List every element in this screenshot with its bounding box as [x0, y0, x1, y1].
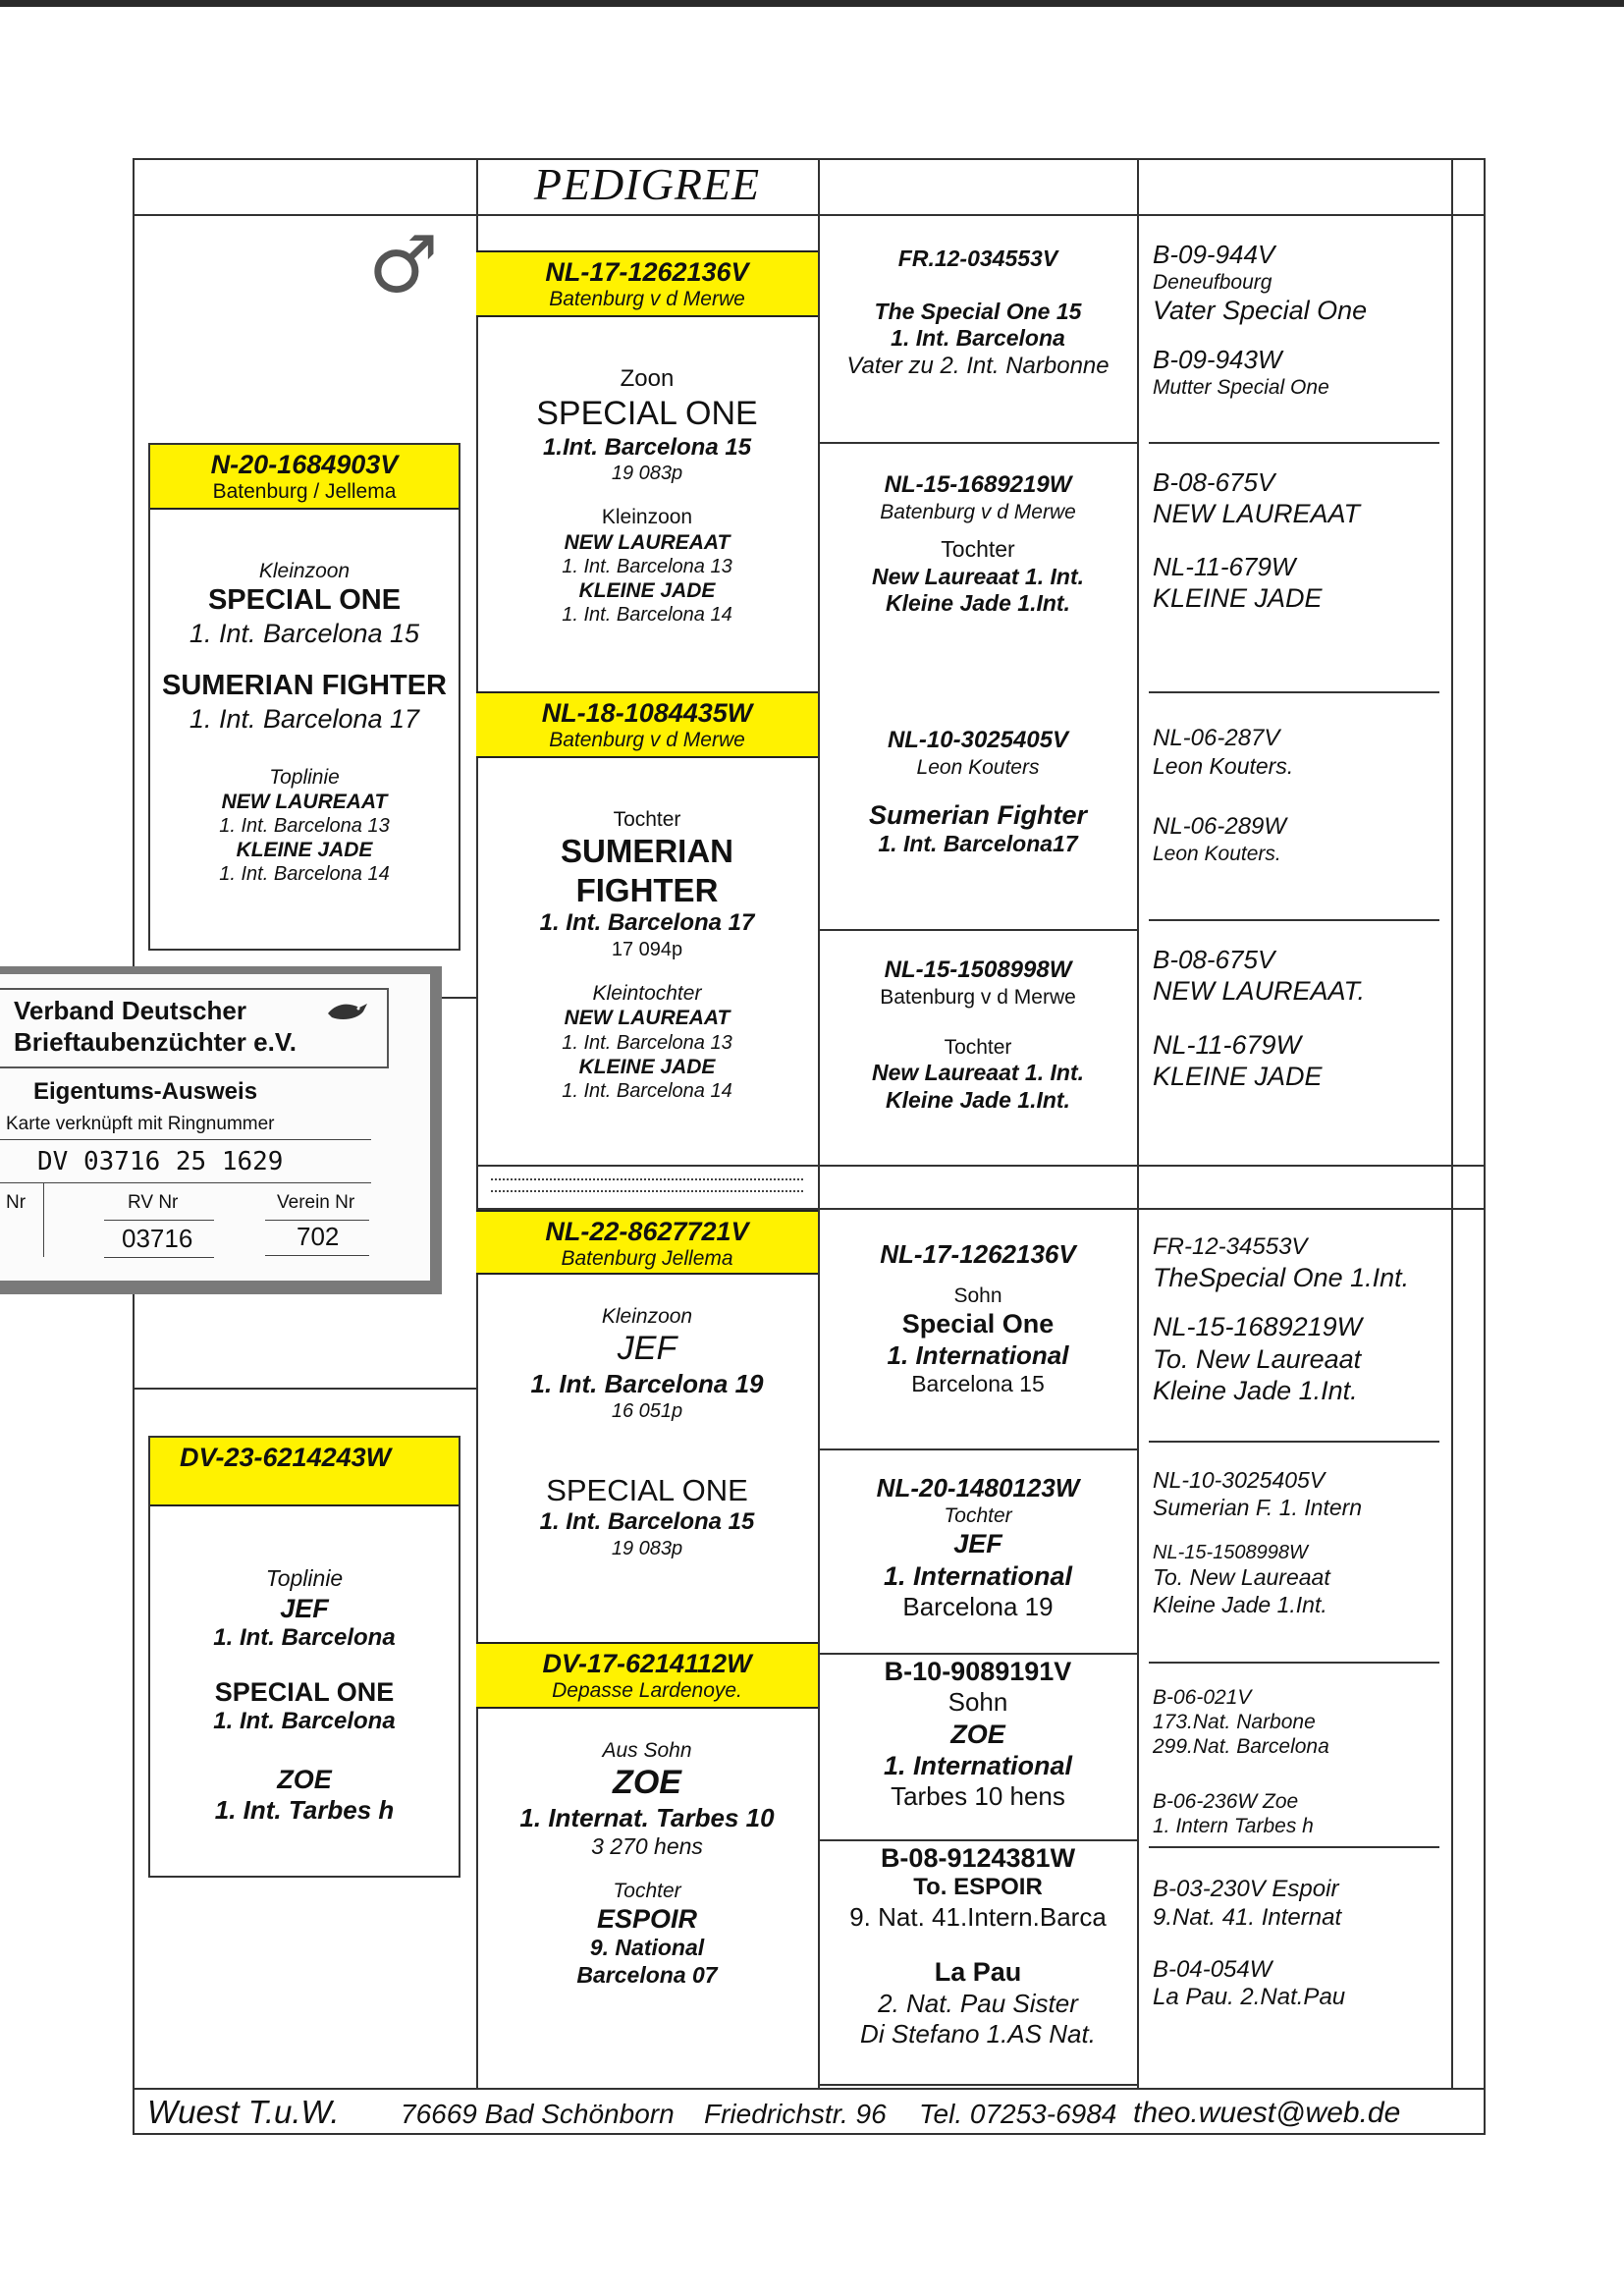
subject-card	[148, 443, 460, 951]
desc-line: 1. Int. Barcelona	[891, 325, 1065, 352]
verein-nr-value: 702	[297, 1222, 340, 1251]
parent-description	[476, 1304, 818, 1560]
grandparent-entry	[821, 246, 1135, 381]
desc-line: Leon Kouters.	[1153, 752, 1294, 779]
desc-line: 1. Int. Barcelona 14	[219, 863, 390, 886]
desc-line: Mutter Special One	[1153, 375, 1329, 399]
rv-nr-label: RV Nr	[128, 1192, 179, 1213]
desc-line: JEF	[953, 1529, 1002, 1559]
desc-line: ZOE	[277, 1764, 332, 1794]
breeder: Batenburg v d Merwe	[549, 729, 745, 751]
great-grandparent-entry	[1153, 1876, 1447, 2012]
ring-number-value: DV 03716 25 1629	[37, 1147, 284, 1176]
grandparent-entry	[821, 471, 1135, 618]
document-title: Eigentums-Ausweis	[33, 1078, 258, 1105]
desc-line: SPECIAL ONE	[214, 1676, 395, 1707]
desc-line: 1. Int. Barcelona17	[878, 831, 1078, 857]
desc-line: KLEINE JADE	[578, 578, 716, 602]
desc-line: 1. Int. Barcelona 13	[219, 814, 390, 837]
desc-line: The Special One 15	[874, 298, 1082, 324]
great-grandparent-entry	[1153, 1685, 1447, 1838]
grandparent-entry	[821, 1239, 1135, 1398]
desc-line: 173.Nat. Narbone	[1153, 1711, 1316, 1734]
desc-line: FR-12-34553V	[1153, 1233, 1308, 1260]
desc-line: To. New Laureaat	[1153, 1564, 1330, 1591]
grandparent-entry	[821, 1473, 1135, 1622]
desc-line: B-03-230V Espoir	[1153, 1876, 1339, 1902]
desc-line: Barcelona 15	[911, 1370, 1045, 1396]
parent-ring-banner	[476, 691, 818, 758]
desc-line: B-04-054W	[1153, 1955, 1272, 1983]
desc-line: 1.Int. Barcelona 15	[542, 433, 752, 461]
rv-nr-value: 03716	[122, 1224, 193, 1253]
desc-line: Sumerian Fighter	[868, 799, 1088, 830]
desc-line: Vater Special One	[1153, 296, 1368, 326]
desc-line: B-06-021V	[1153, 1686, 1252, 1709]
linked-ring-text: Karte verknüpft mit Ringnummer	[6, 1114, 275, 1134]
grandparent-entry	[821, 1842, 1135, 2049]
owner-street: Friedrichstr. 96	[704, 2099, 887, 2129]
desc-line: SUMERIAN FIGHTER	[162, 670, 447, 702]
desc-line: Barcelona 19	[902, 1592, 1054, 1622]
desc-line: ZOE	[613, 1764, 681, 1802]
ring-number: NL-18-1084435W	[541, 698, 753, 728]
desc-line: 16 051p	[611, 1400, 683, 1423]
desc-line: 1. Int. Barcelona 13	[562, 1031, 732, 1054]
desc-line: Sohn	[947, 1687, 1008, 1718]
desc-line: 299.Nat. Barcelona	[1153, 1735, 1329, 1759]
desc-line: To. New Laureaat	[1153, 1343, 1362, 1374]
desc-line: TheSpecial One 1.Int.	[1153, 1262, 1410, 1292]
desc-line: 1. Int. Barcelona 17	[189, 704, 420, 735]
desc-line: Sohn	[953, 1284, 1002, 1308]
desc-line: Zoon	[620, 365, 675, 392]
desc-line: 19 083p	[611, 463, 683, 485]
divider	[0, 1182, 371, 1183]
desc-line: KLEINE JADE	[236, 838, 373, 861]
desc-line: NL-11-679W	[1153, 551, 1296, 581]
desc-line: Kleinzoon	[258, 560, 351, 582]
owner-phone: Tel. 07253-6984	[919, 2099, 1117, 2129]
ring-number: FR.12-034553V	[897, 246, 1058, 271]
owner-name: Wuest T.u.W.	[147, 2094, 340, 2130]
dam-ring-banner	[150, 1438, 459, 1506]
desc-line: Aus Sohn	[602, 1739, 692, 1762]
subject-ring-banner	[150, 445, 459, 510]
desc-line: 1. Int. Tarbes h	[214, 1795, 395, 1826]
desc-line: 1. Int. Barcelona 17	[539, 909, 755, 937]
desc-line: 9. Nat. 41.Intern.Barca	[849, 1902, 1107, 1933]
desc-line: Special One	[901, 1309, 1055, 1339]
desc-line: B-06-236W Zoe	[1153, 1789, 1299, 1813]
desc-line: FIGHTER	[575, 871, 719, 908]
parent-ring-banner	[476, 1210, 818, 1275]
desc-line: Kleine Jade 1.Int.	[886, 1086, 1070, 1113]
desc-line: Tarbes 10 hens	[891, 1781, 1065, 1812]
desc-line: NL-10-3025405V	[1153, 1467, 1326, 1493]
desc-line: 1. Int. Barcelona 15	[539, 1508, 755, 1536]
ring-number: N-20-1684903V	[210, 450, 399, 479]
breeder: Batenburg v d Merwe	[549, 288, 745, 310]
desc-line: Batenburg v d Merwe	[880, 500, 1076, 523]
desc-line: B-09-943W	[1153, 344, 1282, 374]
divider	[0, 1139, 371, 1140]
desc-line: NL-15-1508998W	[1153, 1542, 1308, 1564]
parent-description	[476, 365, 818, 627]
great-grandparent-entry	[1153, 1467, 1447, 1618]
desc-line: NEW LAUREAAT	[221, 790, 388, 813]
divider	[43, 1182, 44, 1257]
org-name-line1: Verband Deutscher	[14, 996, 246, 1025]
desc-line: New Laureaat 1. Int.	[871, 1060, 1084, 1086]
desc-line: Leon Kouters.	[1153, 843, 1281, 866]
ring-number: B-08-9124381W	[880, 1843, 1076, 1873]
desc-line: Leon Kouters	[916, 755, 1040, 779]
desc-line: Tochter	[613, 808, 681, 831]
desc-line: 1. Int. Barcelona 15	[189, 618, 420, 648]
dam-subject-card	[148, 1436, 460, 1878]
desc-line: NEW LAUREAAT	[564, 1007, 731, 1030]
grandparent-entry	[821, 956, 1135, 1114]
desc-line: Kleine Jade 1.Int.	[1153, 1375, 1358, 1405]
desc-line: Vater zu 2. Int. Narbonne	[846, 352, 1110, 379]
male-symbol-icon: ♂	[368, 219, 439, 310]
subject-description	[150, 559, 459, 886]
parent-ring-banner	[476, 1642, 818, 1709]
desc-line: 9.Nat. 41. Internat	[1153, 1903, 1342, 1931]
desc-line: SPECIAL ONE	[546, 1473, 748, 1508]
page-title: PEDIGREE	[533, 159, 761, 209]
owner-email: theo.wuest@web.de	[1133, 2097, 1401, 2129]
ring-number: NL-20-1480123W	[876, 1473, 1080, 1503]
desc-line: 1. International	[883, 1750, 1073, 1780]
pigeon-logo-icon	[326, 998, 369, 1025]
verein-nr-label: Verein Nr	[277, 1192, 355, 1213]
desc-line: 1. Int. Barcelona 14	[562, 1079, 732, 1102]
desc-line: Di Stefano 1.AS Nat.	[860, 2018, 1096, 2049]
ring-number: NL-15-1508998W	[884, 956, 1072, 983]
desc-line: Toplinie	[269, 765, 340, 789]
desc-line: NEW LAUREAAT	[564, 530, 731, 554]
desc-line: NL-06-287V	[1153, 725, 1280, 751]
ring-number: NL-22-8627721V	[545, 1217, 749, 1246]
desc-line: Tochter	[613, 1879, 681, 1902]
desc-line: 3 270 hens	[591, 1833, 703, 1860]
desc-line: JEF	[280, 1593, 329, 1623]
desc-line: SUMERIAN	[560, 833, 733, 870]
desc-line: JEF	[617, 1330, 677, 1368]
great-grandparent-entry	[1153, 945, 1447, 1092]
ring-number: NL-15-1689219W	[884, 471, 1072, 498]
desc-line: ESPOIR	[596, 1903, 698, 1934]
breeder: Depasse Lardenoye.	[552, 1679, 742, 1702]
desc-line: 1. Internat. Tarbes 10	[519, 1802, 775, 1832]
desc-line: NL-11-679W	[1153, 1029, 1302, 1060]
desc-line: La Pau. 2.Nat.Pau	[1153, 1984, 1346, 2011]
divider	[104, 1257, 214, 1258]
ownership-card	[0, 966, 442, 1294]
desc-line: B-09-944V	[1153, 240, 1275, 269]
desc-line: New Laureaat 1. Int.	[871, 563, 1084, 589]
desc-line: 9. National	[589, 1935, 705, 1961]
desc-line: Kleinzoon	[601, 506, 693, 529]
desc-line: Kleine Jade 1.Int.	[1153, 1591, 1327, 1617]
desc-line: Barcelona 07	[576, 1961, 718, 1988]
ring-number: NL-17-1262136V	[545, 257, 749, 287]
desc-line: KLEINE JADE	[1153, 582, 1323, 613]
desc-line: KLEINE JADE	[578, 1055, 716, 1078]
desc-line: Tochter	[944, 1504, 1012, 1528]
scan-top-edge	[0, 0, 1624, 7]
divider	[265, 1220, 369, 1221]
desc-line: ZOE	[950, 1719, 1005, 1749]
desc-line: 1. International	[887, 1339, 1069, 1370]
desc-line: B-08-675V	[1153, 467, 1275, 497]
desc-line: Batenburg v d Merwe	[880, 985, 1076, 1009]
desc-line: 19 083p	[611, 1538, 683, 1560]
org-name-line2: Brieftaubenzüchter e.V.	[14, 1027, 298, 1057]
breeder: Batenburg Jellema	[561, 1247, 733, 1270]
divider	[265, 1255, 369, 1256]
grandparent-entry	[821, 727, 1135, 858]
parent-description	[476, 807, 818, 1103]
ring-number: DV-17-6214112W	[542, 1649, 752, 1678]
desc-line: 1. International	[883, 1560, 1073, 1591]
desc-line: Toplinie	[265, 1565, 344, 1591]
desc-line: NEW LAUREAAT.	[1153, 976, 1366, 1007]
desc-line: KLEINE JADE	[1153, 1061, 1323, 1091]
desc-line: Tochter	[944, 1035, 1012, 1059]
desc-line: 17 094p	[611, 939, 683, 961]
desc-line: 1. Int. Barcelona 13	[562, 555, 732, 577]
ring-number: NL-17-1262136V	[880, 1239, 1076, 1269]
desc-line: To. ESPOIR	[913, 1874, 1043, 1901]
divider	[104, 1220, 214, 1221]
desc-line: Deneufbourg	[1153, 271, 1272, 295]
desc-line: SPECIAL ONE	[207, 584, 402, 617]
desc-line: Kleine Jade 1.Int.	[886, 590, 1070, 617]
desc-line: SPECIAL ONE	[536, 394, 758, 432]
ring-number: NL-10-3025405V	[887, 727, 1069, 753]
parent-description	[476, 1738, 818, 1990]
breeder: Batenburg / Jellema	[212, 480, 397, 503]
nr-label: Nr	[6, 1192, 27, 1213]
desc-line: 1. Int. Barcelona 19	[530, 1368, 764, 1398]
desc-line: Kleinzoon	[601, 1305, 693, 1328]
great-grandparent-entry	[1153, 725, 1447, 866]
desc-line: 2. Nat. Pau Sister	[878, 1988, 1078, 2018]
desc-line: NL-06-289W	[1153, 813, 1287, 841]
great-grandparent-entry	[1153, 1233, 1447, 1406]
ring-number: DV-23-6214243W	[180, 1443, 392, 1472]
desc-line: 1. Int. Barcelona 14	[562, 603, 732, 626]
great-grandparent-entry	[1153, 240, 1447, 400]
desc-line: Sumerian F. 1. Intern	[1153, 1494, 1363, 1520]
dam-description	[150, 1565, 459, 1827]
owner-city: 76669 Bad Schönborn	[401, 2099, 675, 2129]
desc-line: NEW LAUREAAT	[1153, 499, 1361, 529]
desc-line: Tochter	[941, 535, 1015, 562]
desc-line: B-08-675V	[1153, 945, 1275, 974]
desc-line: 1. Intern Tarbes h	[1153, 1814, 1314, 1837]
desc-line: 1. Int. Barcelona	[213, 1623, 396, 1651]
parent-ring-banner	[476, 250, 818, 317]
ring-number: B-10-9089191V	[884, 1657, 1072, 1686]
desc-line: 1. Int. Barcelona	[213, 1708, 396, 1735]
desc-line: La Pau	[934, 1957, 1022, 1988]
desc-line: Kleintochter	[592, 982, 702, 1006]
grandparent-entry	[821, 1656, 1135, 1813]
desc-line: NL-15-1689219W	[1153, 1312, 1363, 1342]
great-grandparent-entry	[1153, 467, 1447, 614]
